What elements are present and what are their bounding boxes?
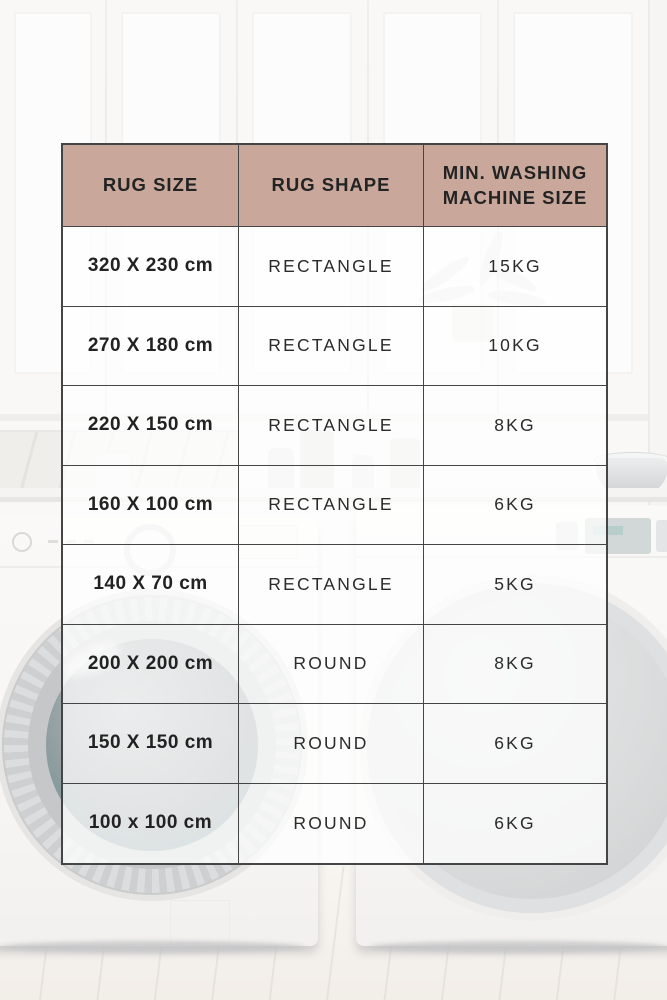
column-header-machine-size: MIN. WASHING MACHINE SIZE xyxy=(424,145,606,227)
rug-size-table xyxy=(61,143,608,865)
table-cell-shape: RECTANGLE xyxy=(239,227,424,307)
table-cell-size: 140 X 70 cm xyxy=(63,545,239,625)
table-cell-shape: RECTANGLE xyxy=(239,545,424,625)
table-cell-size: 270 X 180 cm xyxy=(63,307,239,387)
table-cell-kg: 6KG xyxy=(424,784,606,864)
table-cell-kg: 10KG xyxy=(424,307,606,387)
table-cell-size: 320 X 230 cm xyxy=(63,227,239,307)
table-cell-kg: 5KG xyxy=(424,545,606,625)
table-cell-size: 220 X 150 cm xyxy=(63,386,239,466)
table-cell-shape: RECTANGLE xyxy=(239,307,424,387)
table-cell-shape: ROUND xyxy=(239,704,424,784)
table-cell-size: 100 x 100 cm xyxy=(63,784,239,864)
table-cell-kg: 6KG xyxy=(424,466,606,546)
table-cell-shape: RECTANGLE xyxy=(239,466,424,546)
table-cell-shape: ROUND xyxy=(239,784,424,864)
table-cell-kg: 15KG xyxy=(424,227,606,307)
table-cell-kg: 6KG xyxy=(424,704,606,784)
table-cell-size: 150 X 150 cm xyxy=(63,704,239,784)
table-cell-kg: 8KG xyxy=(424,386,606,466)
table-cell-shape: RECTANGLE xyxy=(239,386,424,466)
table-cell-size: 160 X 100 cm xyxy=(63,466,239,546)
column-header-rug-size: RUG SIZE xyxy=(63,145,239,227)
table-cell-shape: ROUND xyxy=(239,625,424,705)
table-cell-kg: 8KG xyxy=(424,625,606,705)
column-header-rug-shape: RUG SHAPE xyxy=(239,145,424,227)
table-cell-size: 200 X 200 cm xyxy=(63,625,239,705)
